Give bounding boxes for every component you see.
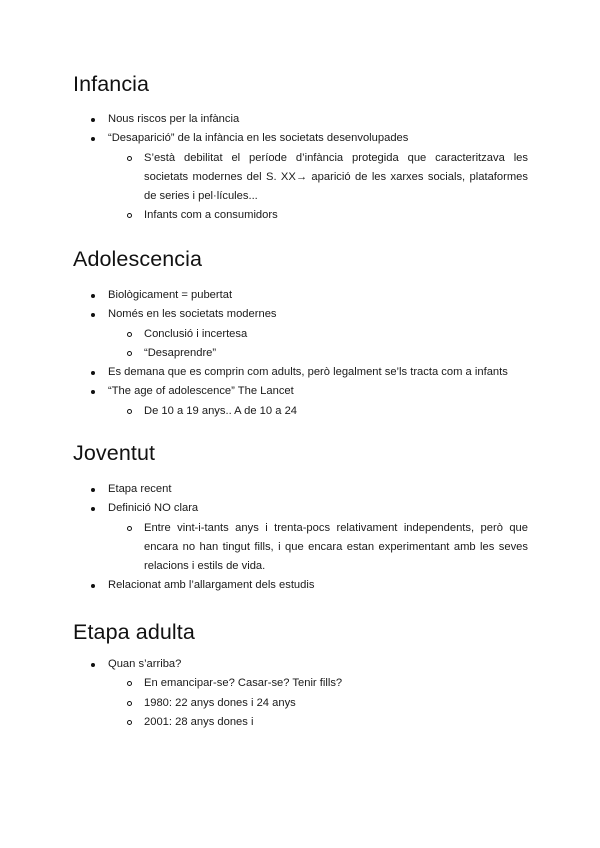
list-item: “The age of adolescence” The Lancet [0, 382, 600, 401]
bullet-list-joventut [0, 480, 600, 596]
sub-list-item: 1980: 22 anys dones i 24 anys [0, 694, 600, 713]
list-item: Nous riscos per la infància [0, 110, 600, 129]
section-title-joventut: Joventut [73, 441, 156, 465]
list-item: Es demana que es comprin com adults, però legalment se’ls tracta com a infants [0, 363, 600, 382]
sub-list-item: En emancipar-se? Casar-se? Tenir fills? [0, 674, 600, 693]
bullet-list-infancia [0, 110, 600, 226]
sub-list-item: S’està debilitat el període d’infància protegida que caracteritzava les societats modernes del S. XX→ aparició de les xarxes socials, plataformes de series i pel·lícules... [0, 149, 600, 207]
sub-list-item: “Desaprendre” [0, 344, 600, 363]
sub-list-item: Conclusió i incertesa [0, 325, 600, 344]
sub-list-item: Infants com a consumidors [0, 206, 600, 225]
list-item: Etapa recent [0, 480, 600, 499]
sub-list-item: 2001: 28 anys dones i [0, 713, 600, 732]
bullet-list-adolescencia [0, 286, 600, 421]
bullet-list-etapa-adulta [0, 655, 600, 732]
list-item: “Desaparició” de la infància en les societats desenvolupades [0, 129, 600, 148]
sub-list-item: Entre vint-i-tants anys i trenta-pocs relativament independents, però que encara no han tingut fills, i que encara estan experimentant amb les seves relacions i estils de vida. [0, 519, 600, 577]
section-title-adolescencia: Adolescencia [73, 247, 203, 271]
sub-list-item: De 10 a 19 anys.. A de 10 a 24 [0, 402, 600, 421]
list-item: Només en les societats modernes [0, 305, 600, 324]
list-item: Definició NO clara [0, 499, 600, 518]
section-title-etapa-adulta: Etapa adulta [73, 620, 195, 644]
section-title-infancia: Infancia [73, 72, 150, 96]
list-item: Quan s’arriba? [0, 655, 600, 674]
list-item: Biològicament = pubertat [0, 286, 600, 305]
list-item: Relacionat amb l’allargament dels estudis [0, 576, 600, 595]
